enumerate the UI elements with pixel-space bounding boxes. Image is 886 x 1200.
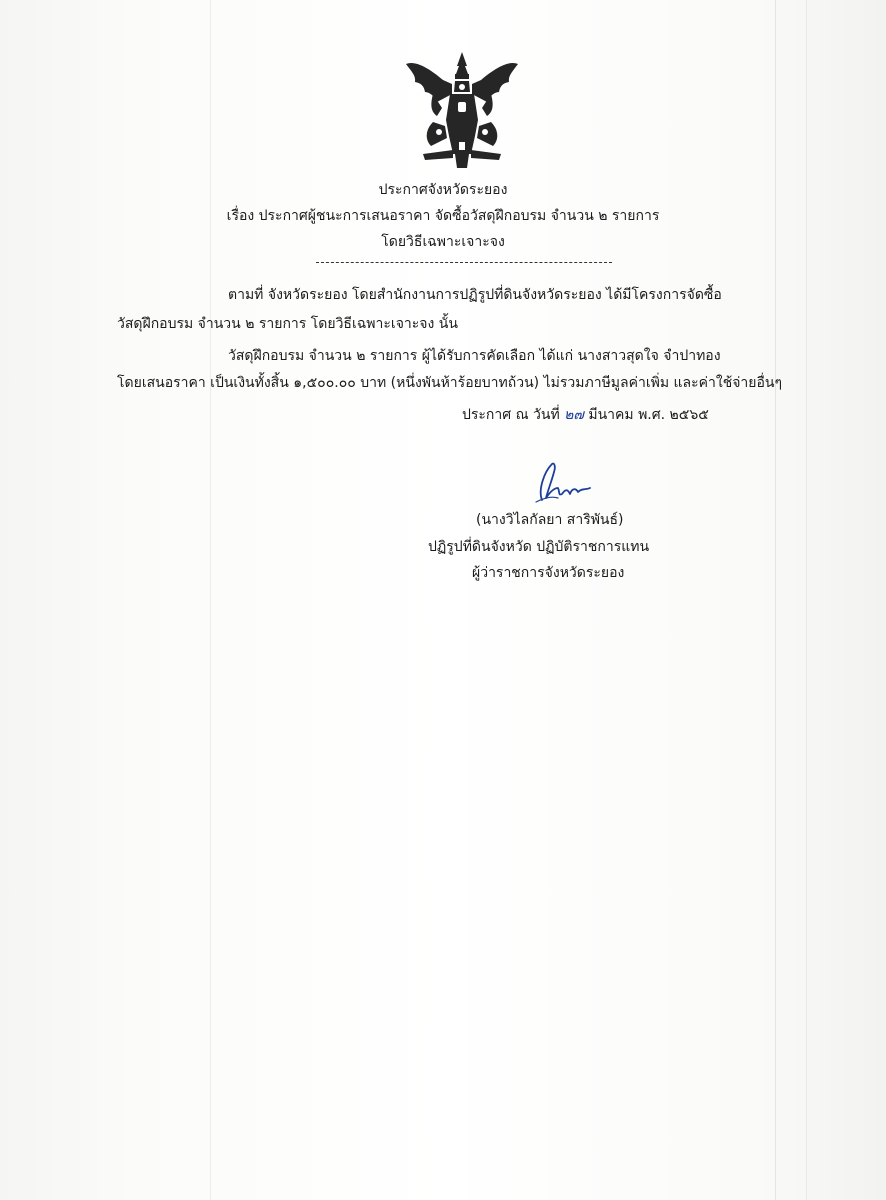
procurement-method: โดยวิธีเฉพาะเจาะจง: [381, 234, 505, 250]
signatory-position: ปฏิรูปที่ดินจังหวัด ปฏิบัติราชการแทน: [428, 539, 650, 555]
signatory-title: ผู้ว่าราชการจังหวัดระยอง: [472, 565, 625, 581]
announcement-date: [462, 405, 709, 425]
date-day-handwritten: ๒๗: [564, 407, 584, 423]
date-suffix: มีนาคม พ.ศ. ๒๕๖๕: [588, 407, 709, 423]
paragraph-2-line-2: โดยเสนอราคา เป็นเงินทั้งสิ้น ๑,๕๐๐.๐๐ บาท (หนึ่งพันห้าร้อยบาทถ้วน) ไม่รวมภาษีมูลค่าเพิ่ม และค่าใช้จ่ายอื่นๆ: [117, 375, 782, 391]
handwritten-signature: [524, 458, 596, 504]
subject-line: เรื่อง ประกาศผู้ชนะการเสนอราคา จัดซื้อวัสดุฝึกอบรม จำนวน ๒ รายการ: [226, 208, 660, 224]
paragraph-2-line-1: วัสดุฝึกอบรม จำนวน ๒ รายการ ผู้ได้รับการคัดเลือก ได้แก่ นางสาวสุดใจ จำปาทอง: [228, 348, 721, 364]
signatory-name: (นางวิไลกัลยา สาริพันธ์): [476, 512, 624, 528]
issuer-heading: ประกาศจังหวัดระยอง: [378, 182, 508, 198]
separator-line: [316, 262, 612, 263]
paragraph-1-line-1: ตามที่ จังหวัดระยอง โดยสำนักงานการปฏิรูปที่ดินจังหวัดระยอง ได้มีโครงการจัดซื้อ: [228, 287, 722, 303]
date-prefix: ประกาศ ณ วันที่: [462, 407, 560, 423]
garuda-emblem-icon: [403, 50, 521, 172]
paragraph-1-line-2: วัสดุฝึกอบรม จำนวน ๒ รายการ โดยวิธีเฉพาะเจาะจง นั้น: [117, 316, 458, 332]
